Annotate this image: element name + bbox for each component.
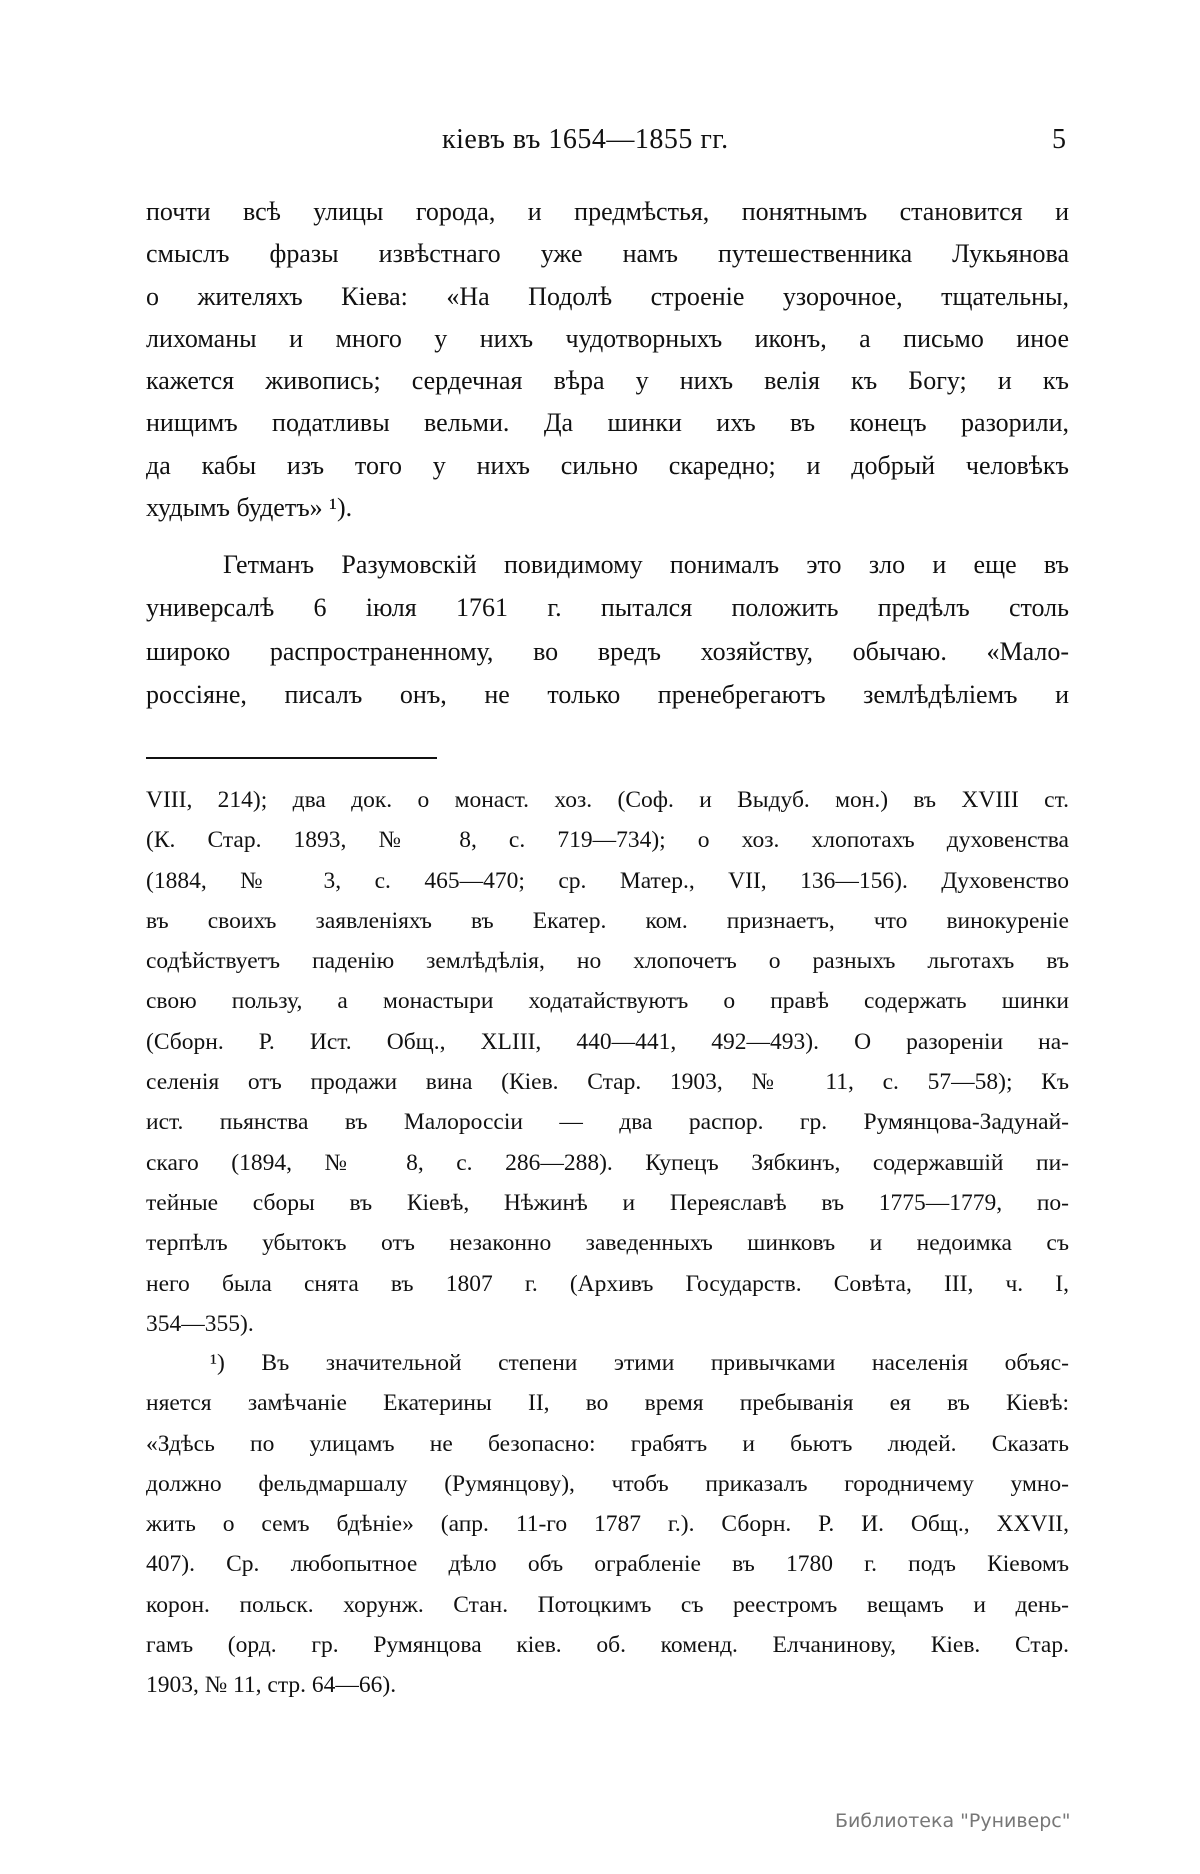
text-line: худымъ будетъ» ¹). <box>146 493 353 523</box>
text-line: должно фельдмаршалу (Румянцову), чтобъ приказалъ городничему умно- <box>146 1470 1069 1497</box>
text-line: «Здѣсь по улицамъ не безопасно: грабятъ и бьютъ людей. Сказать <box>146 1430 1069 1457</box>
text-line: 407). Ср. любопытное дѣло объ ограбленіе въ 1780 г. подъ Кіевомъ <box>146 1551 1069 1578</box>
text-line: (Сборн. Р. Ист. Общ., XLIII, 440—441, 492—493). О разореніи на- <box>146 1028 1069 1055</box>
text-line: 1903, № 11, стр. 64—66). <box>146 1672 397 1699</box>
text-line: VIII, 214); два док. о монаст. хоз. (Соф. и Выдуб. мон.) въ XVIII ст. <box>146 787 1069 813</box>
text-line: няется замѣчаніе Екатерины II, во время пребыванія ея въ Кіевѣ: <box>146 1390 1069 1417</box>
text-line: (К. Стар. 1893, № 8, с. 719—734); о хоз. хлопотахъ духовенства <box>146 827 1069 854</box>
text-line: широко распространенному, во вредъ хозяйству, обычаю. «Мало- <box>146 636 1069 666</box>
text-line: въ своихъ заявленіяхъ въ Екатер. ком. признаетъ, что винокуреніе <box>146 907 1069 934</box>
text-line: скаго (1894, № 8, с. 286—288). Купецъ Зябкинъ, содержавшій пи- <box>146 1149 1069 1176</box>
footnote-separator <box>146 757 437 759</box>
running-title: кіевъ въ 1654—1855 гг. <box>442 124 729 155</box>
text-line: ¹) Въ значительной степени этими привычками населенія объяс- <box>210 1350 1069 1376</box>
text-line: (1884, № 3, с. 465—470; ср. Матер., VII, 136—156). Духовенство <box>146 867 1069 894</box>
text-line: тейные сборы въ Кіевѣ, Нѣжинѣ и Переяславѣ въ 1775—1779, по- <box>146 1189 1069 1216</box>
text-line: гамъ (орд. гр. Румянцова кіев. об. коменд. Елчанинову, Кіев. Стар. <box>146 1632 1069 1659</box>
paragraph-2 <box>146 543 1069 716</box>
text-line: смыслъ фразы извѣстнаго уже намъ путешественника Лукьянова <box>146 239 1069 269</box>
text-line: россіяне, писалъ онъ, не только пренебрегаютъ землѣдѣліемъ и <box>146 679 1069 709</box>
footnote-continued <box>146 780 1069 1344</box>
footnote-1 <box>146 1343 1069 1706</box>
text-line: кажется живопись; сердечная вѣра у нихъ велія къ Богу; и къ <box>146 366 1069 396</box>
text-line: корон. польск. хорунж. Стан. Потоцкимъ съ реестромъ вещамъ и день- <box>146 1591 1069 1618</box>
text-line: лихоманы и много у нихъ чудотворныхъ иконъ, а письмо иное <box>146 323 1069 353</box>
text-line: нищимъ податливы вельми. Да шинки ихъ въ конецъ разорили, <box>146 408 1069 438</box>
page-number: 5 <box>1052 124 1067 155</box>
text-line: него была снята въ 1807 г. (Архивъ Государств. Совѣта, III, ч. I, <box>146 1270 1069 1297</box>
text-line: терпѣлъ убытокъ отъ незаконно заведенныхъ шинковъ и недоимка съ <box>146 1230 1069 1257</box>
paragraph-1 <box>146 191 1069 529</box>
text-line: содѣйствуетъ паденію землѣдѣлія, но хлопочетъ о разныхъ льготахъ въ <box>146 948 1069 975</box>
text-line: да кабы изъ того у нихъ сильно скаредно; и добрый человѣкъ <box>146 450 1069 480</box>
text-line: 354—355). <box>146 1310 254 1337</box>
text-line: жить о семъ бдѣніе» (апр. 11-го 1787 г.). Сборн. Р. И. Общ., XXVII, <box>146 1511 1069 1538</box>
text-line: Гетманъ Разумовскій повидимому понималъ это зло и еще въ <box>223 550 1069 579</box>
library-watermark: Библиотека "Руниверс" <box>835 1810 1071 1832</box>
text-line: о жителяхъ Кіева: «На Подолѣ строеніе узорочное, тщательны, <box>146 281 1069 311</box>
text-line: свою пользу, а монастыри ходатайствуютъ о правѣ содержать шинки <box>146 988 1069 1015</box>
text-line: ист. пьянства въ Малороссіи — два распор. гр. Румянцова-Задунай- <box>146 1109 1069 1136</box>
text-line: селенія отъ продажи вина (Кіев. Стар. 1903, № 11, с. 57—58); Къ <box>146 1069 1069 1096</box>
text-line: почти всѣ улицы города, и предмѣстья, понятнымъ становится и <box>146 197 1069 226</box>
text-line: универсалѣ 6 іюля 1761 г. пытался положить предѣлъ столь <box>146 593 1069 623</box>
